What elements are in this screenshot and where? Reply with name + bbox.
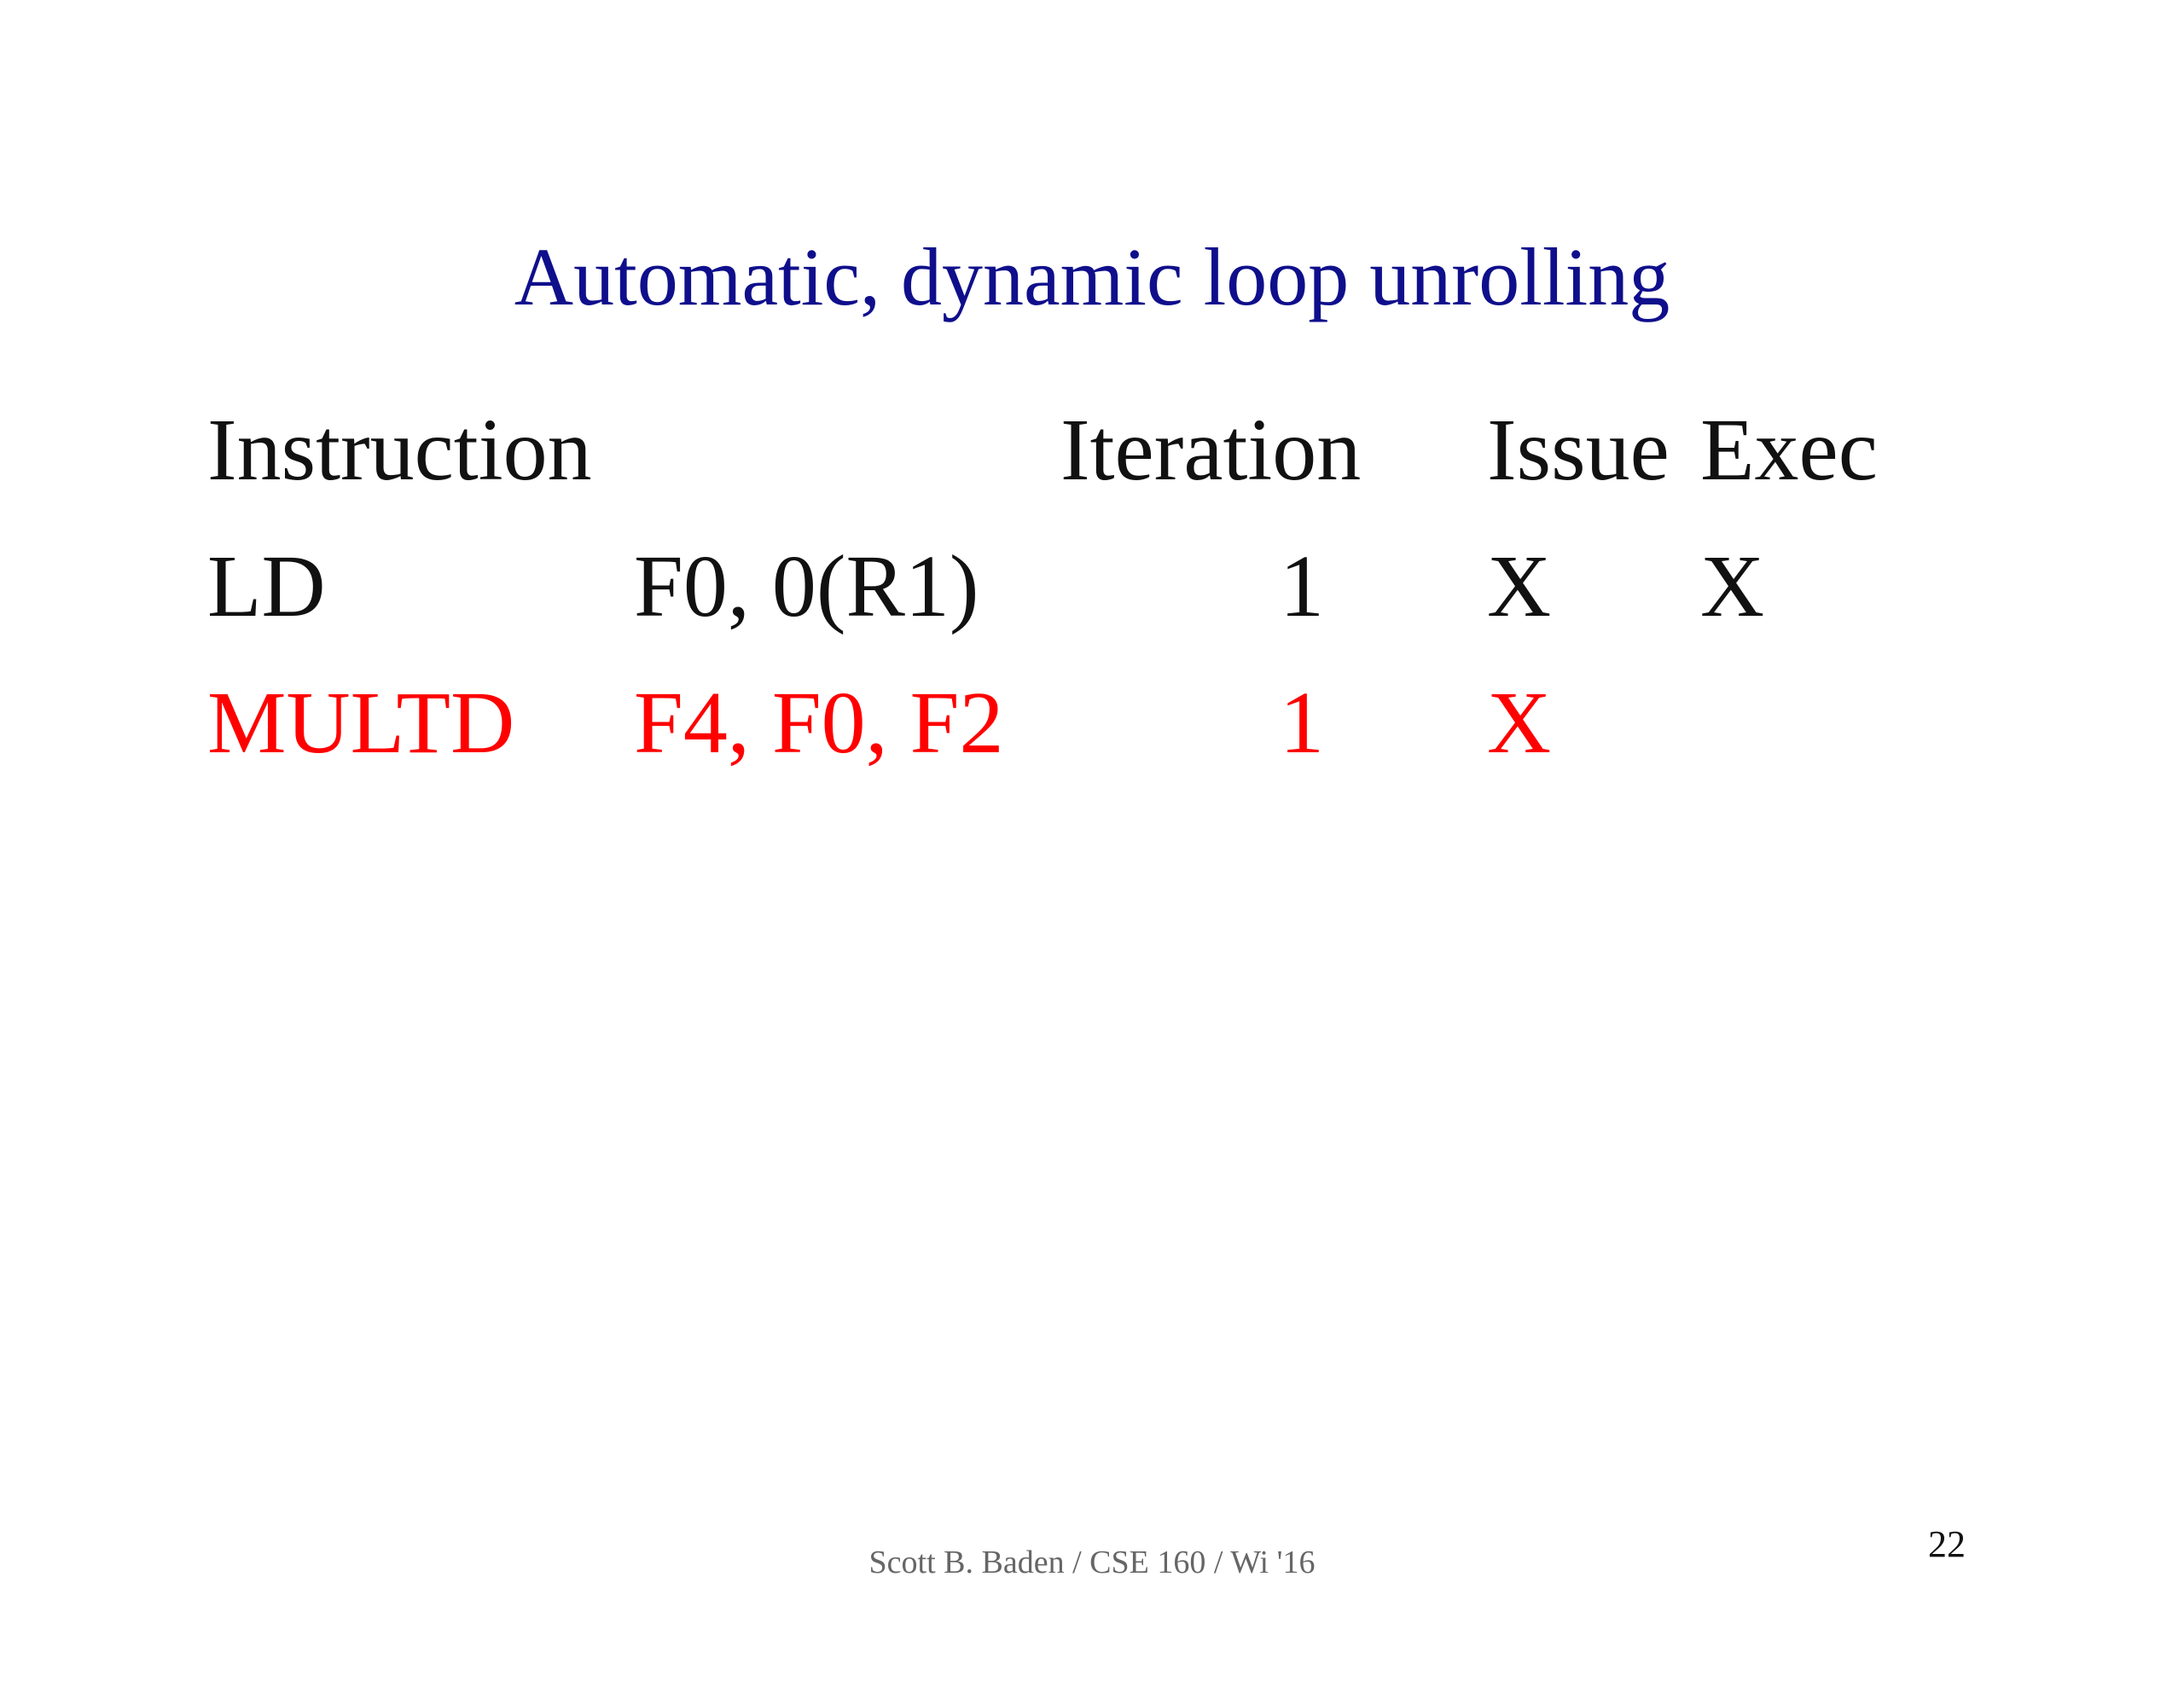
row-op: MULTD <box>207 674 515 772</box>
header-exec: Exec <box>1700 401 1878 499</box>
row-iteration: 1 <box>1280 674 1324 772</box>
row-issue-mark: X <box>1487 674 1552 772</box>
header-issue: Issue <box>1487 401 1670 499</box>
slide-title: Automatic, dynamic loop unrolling <box>514 231 1670 322</box>
table-row <box>0 536 2184 638</box>
row-iteration: 1 <box>1280 537 1324 635</box>
page-number: 22 <box>1928 1523 1966 1565</box>
header-instruction: Instruction <box>207 401 592 499</box>
row-exec-mark: X <box>1700 537 1765 635</box>
table-row-highlighted <box>0 672 2184 774</box>
row-issue-mark: X <box>1487 537 1552 635</box>
row-op: LD <box>207 537 326 635</box>
row-operands: F0, 0(R1) <box>634 537 979 635</box>
slide-footer: Scott B. Baden / CSE 160 / Wi '16 <box>868 1545 1316 1580</box>
header-iteration: Iteration <box>1060 401 1362 499</box>
table-header-row <box>0 399 2184 501</box>
row-operands: F4, F0, F2 <box>634 674 1004 772</box>
